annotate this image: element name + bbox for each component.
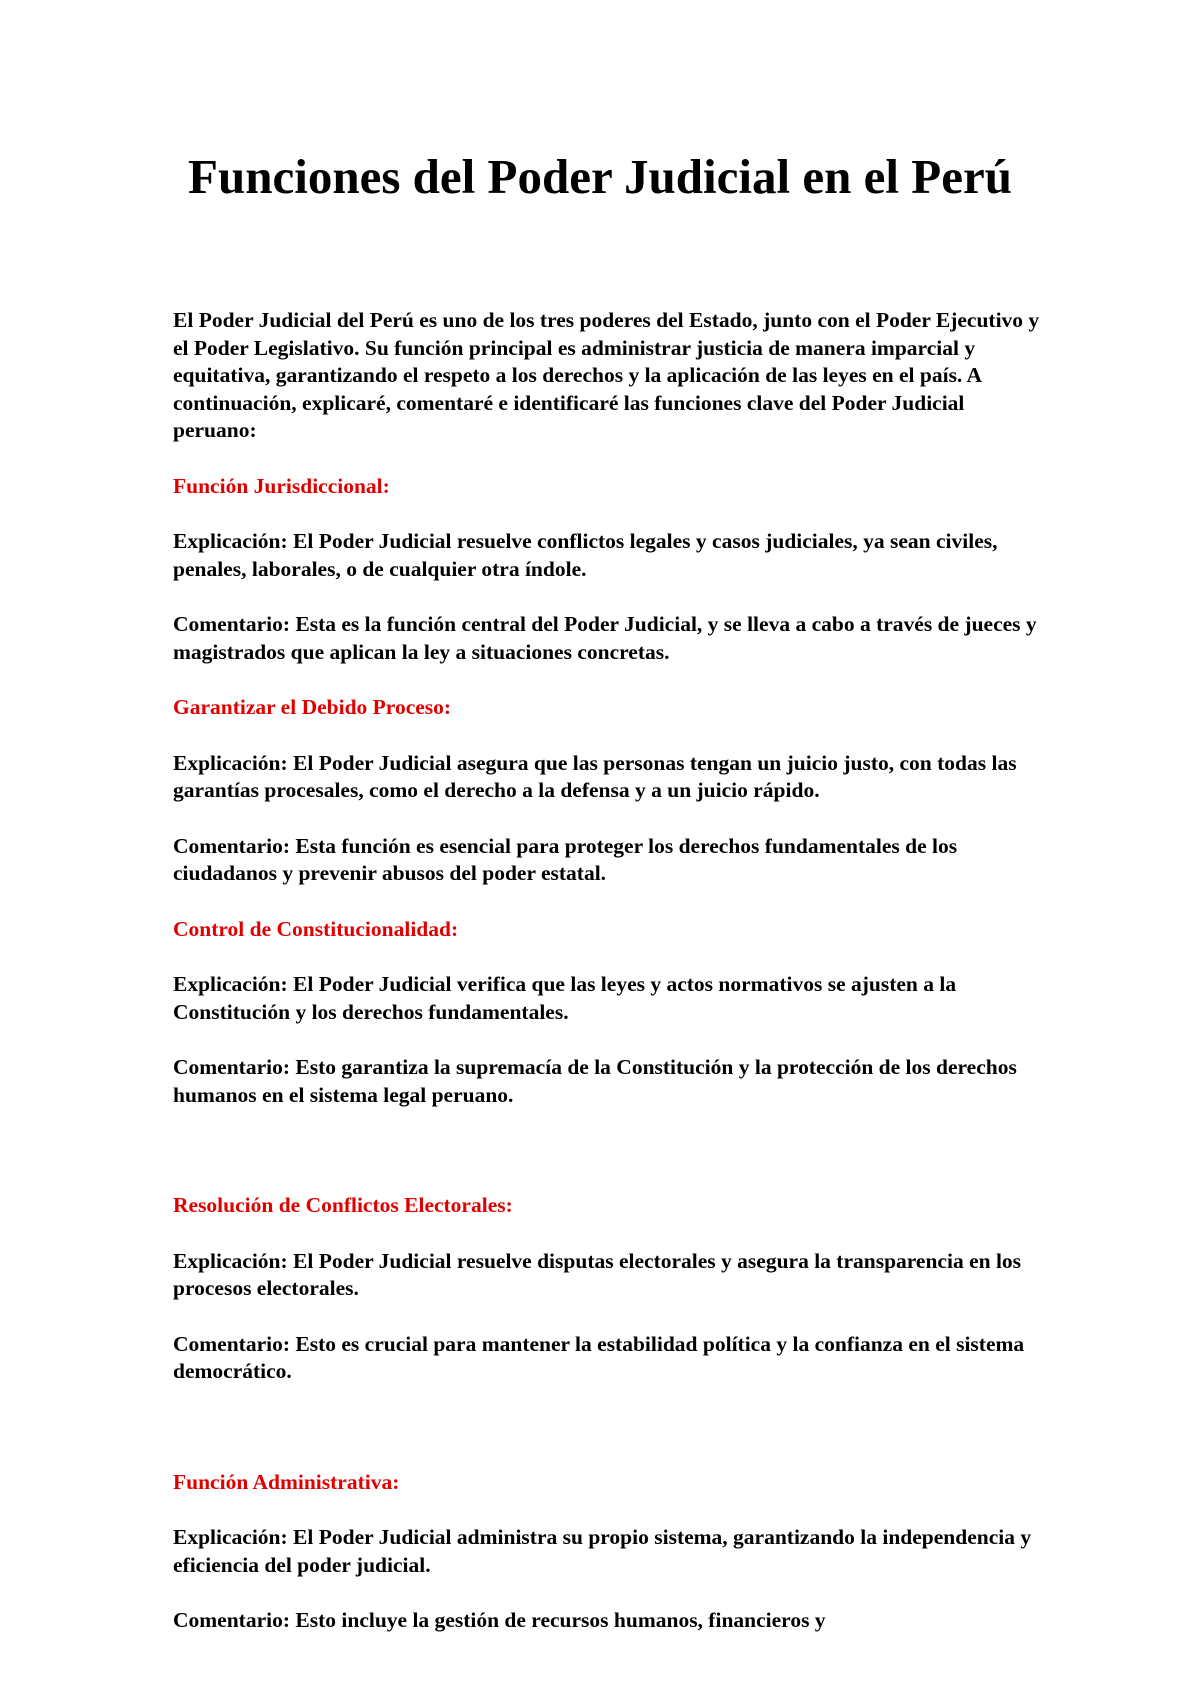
- section-heading-jurisdiccional: Función Jurisdiccional:: [173, 473, 390, 498]
- section-explicacion: Explicación: El Poder Judicial asegura que las personas tengan un juicio justo, con todas las garantías procesales, como el derecho a la defensa y a un juicio rápido.: [173, 750, 1017, 802]
- page-title: Funciones del Poder Judicial en el Perú: [188, 149, 1012, 204]
- section-comentario: Comentario: Esto incluye la gestión de recursos humanos, financieros y: [173, 1608, 826, 1632]
- section-heading-constitucionalidad: Control de Constitucionalidad:: [173, 916, 459, 941]
- section-explicacion: Explicación: El Poder Judicial resuelve conflictos legales y casos judiciales, ya sean civiles, penales, laborales, o de cualquier otra índole.: [173, 529, 998, 581]
- section-comentario: Comentario: Esta función es esencial para proteger los derechos fundamentales de los ciudadanos y prevenir abusos del poder estatal.: [173, 833, 958, 885]
- intro-paragraph: El Poder Judicial del Perú es uno de los tres poderes del Estado, junto con el Poder Ejecutivo y el Poder Legislativo. Su función principal es administrar justicia de manera imparcial y equitativa, garantizando el respeto a los derechos y la aplicación de las leyes en el país. A continuación, explicaré, comentaré e identificaré las funciones clave del Poder Judicial peruano:: [173, 308, 1040, 442]
- document-body: [173, 307, 1043, 1635]
- section-heading-debido-proceso: Garantizar el Debido Proceso:: [173, 695, 452, 719]
- section-explicacion: Explicación: El Poder Judicial verifica que las leyes y actos normativos se ajusten a la Constitución y los derechos fundamentales.: [173, 972, 957, 1024]
- section-comentario: Comentario: Esto es crucial para mantener la estabilidad política y la confianza en el sistema democrático.: [173, 1331, 1025, 1383]
- section-heading-administrativa: Función Administrativa:: [173, 1469, 400, 1494]
- section-explicacion: Explicación: El Poder Judicial resuelve disputas electorales y asegura la transparencia en los procesos electorales.: [173, 1248, 1022, 1300]
- section-heading-electorales: Resolución de Conflictos Electorales:: [173, 1193, 513, 1217]
- section-explicacion: Explicación: El Poder Judicial administra su propio sistema, garantizando la independencia y eficiencia del poder judicial.: [173, 1525, 1032, 1577]
- section-comentario: Comentario: Esto garantiza la supremacía de la Constitución y la protección de los derechos humanos en el sistema legal peruano.: [173, 1055, 1017, 1107]
- section-comentario: Comentario: Esta es la función central del Poder Judicial, y se lleva a cabo a través de jueces y magistrados que aplican la ley a situaciones concretas.: [173, 612, 1037, 664]
